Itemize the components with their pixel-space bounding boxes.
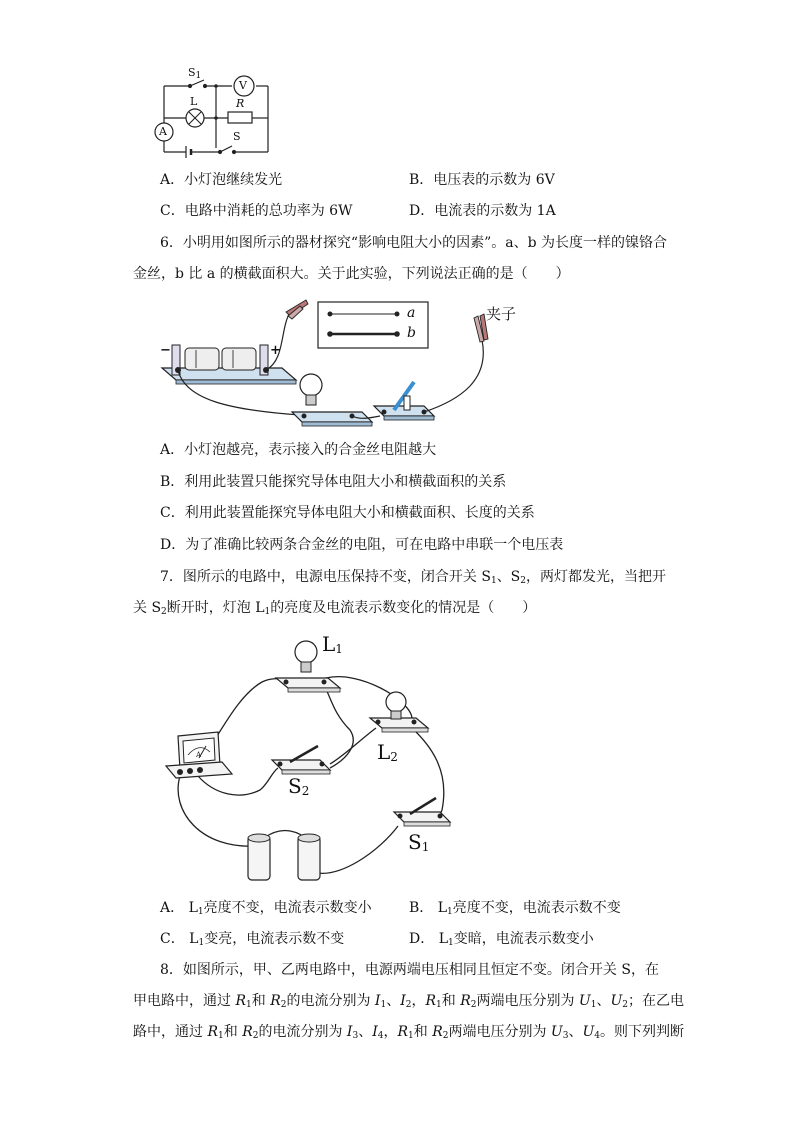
- q5-option-b: B．电压表的示数为 6V: [409, 172, 555, 188]
- q6-stem-line2: 金丝，b 比 a 的横截面积大。关于此实验，下列说法正确的是（ ）: [133, 266, 570, 282]
- q6-label-minus: −: [160, 343, 171, 358]
- q6-label-a: a: [407, 305, 416, 321]
- q6-stem-line1: 6．小明用如图所示的器材探究“影响电阻大小的因素”。a、b 为长度一样的镍铬合: [160, 235, 667, 251]
- q5-option-d: D．电流表的示数为 1A: [409, 203, 556, 219]
- q5-label-l: L: [190, 95, 198, 108]
- q8-line3: 路中，通过 $R_1$和 $R_2$的电流分别为 $I_3$、$I_4$，$R_1$和 $R_2$两端电压分别为 $U_3$、$U_4$。则下列判断: [133, 1024, 685, 1041]
- q6-label-plus: +: [270, 343, 281, 358]
- q5-label-a: A: [159, 125, 167, 138]
- q7-option-d: D． $L_1$变暗，电流表示数变小: [409, 931, 594, 948]
- q6-option-b: B．利用此装置只能探究导体电阻大小和横截面积的关系: [160, 474, 507, 490]
- q8-line2: 甲电路中，通过 $R_1$和 $R_2$的电流分别为 $I_1$、$I_2$，$R_1$和 $R_2$两端电压分别为 $U_1$、$U_2$；在乙电: [133, 993, 685, 1010]
- q5-label-v: V: [239, 79, 247, 92]
- q7-stem-line1: 7．图所示的电路中，电源电压保持不变，闭合开关 $S_1$、$S_2$，两灯都发光，当把开: [160, 569, 667, 586]
- q7-label-s1: $S_1$: [408, 830, 430, 854]
- q5-label-s: S: [233, 130, 241, 143]
- q6-option-c: C．利用此装置能探究导体电阻大小和横截面积、长度的关系: [160, 505, 535, 521]
- q6-option-a: A．小灯泡越亮，表示接入的合金丝电阻越大: [160, 442, 437, 458]
- q7-label-ammeter: A: [196, 751, 202, 759]
- q8-line1: 8．如图所示，甲、乙两电路中，电源两端电压相同且恒定不变。闭合开关 S，在: [160, 962, 659, 978]
- q7-label-l1: $L_1$: [322, 632, 343, 656]
- q6-label-clip: 夹子: [486, 305, 517, 323]
- q5-option-a: A．小灯泡继续发光: [160, 172, 283, 188]
- q7-stem-line2: 关 $S_2$断开时，灯泡 $L_1$的亮度及电流表示数变化的情况是（ ）: [133, 600, 537, 617]
- q7-option-c: C． $L_1$变亮，电流表示数不变: [160, 931, 345, 948]
- q5-label-r: R: [236, 97, 245, 110]
- q7-label-l2: $L_2$: [377, 740, 398, 764]
- q5-option-c: C．电路中消耗的总功率为 6W: [160, 203, 353, 219]
- q5-label-s1: $S_1$: [188, 66, 202, 81]
- q7-option-b: B． $L_1$亮度不变，电流表示数不变: [409, 900, 621, 917]
- q7-option-a: A． $L_1$亮度不变，电流表示数变小: [160, 900, 372, 917]
- q6-label-b: b: [407, 325, 416, 341]
- q7-label-s2: $S_2$: [288, 774, 310, 798]
- q6-option-d: D．为了准确比较两条合金丝的电阻，可在电路中串联一个电压表: [160, 537, 564, 553]
